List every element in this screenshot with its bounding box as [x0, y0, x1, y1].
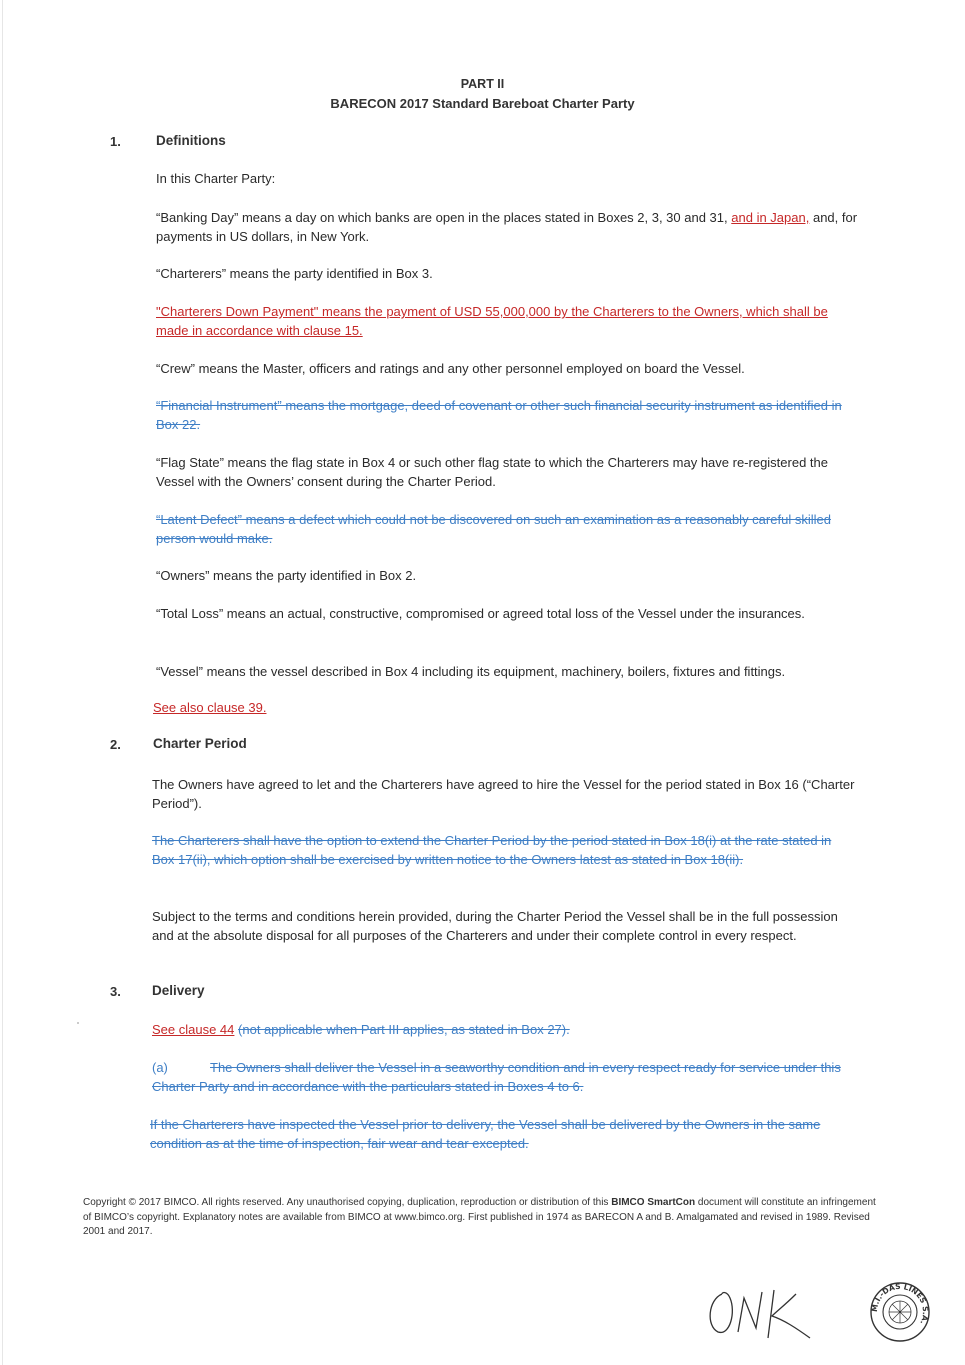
delivery-inspection-deleted: If the Charterers have inspected the Vessel prior to delivery, the Vessel shall be delivered by the Owners in the same condition as at the time of inspection, fair wear and tear excepted.: [150, 1117, 821, 1151]
section-3-number: 3.: [110, 984, 121, 999]
copyright-footer: [83, 1196, 883, 1240]
section-3-title: Delivery: [152, 983, 205, 998]
definition-crew: “Crew” means the Master, officers and ratings and any other personnel employed on board the Vessel.: [156, 361, 745, 376]
definition-latent-defect-deleted: “Latent Defect” means a defect which could not be discovered on such an examination as a reasonably careful skilled person would make.: [156, 512, 831, 546]
definition-total-loss: “Total Loss” means an actual, constructive, compromised or agreed total loss of the Vessel under the insurances.: [156, 606, 805, 621]
part-iii-note-deleted: (not applicable when Part III applies, as stated in Box 27).: [238, 1022, 570, 1037]
definition-down-payment-insertion: "Charterers Down Payment" means the payment of USD 55,000,000 by the Charterers to the Owners, which shall be made in accordance with clause 15.: [156, 304, 828, 338]
part-heading: PART II: [460, 77, 505, 91]
section-1-number: 1.: [110, 134, 121, 149]
definitions-intro: In this Charter Party:: [156, 171, 276, 186]
copyright-text-end: document will constitute an infringement of BIMCO’s copyright. Explanatory notes are available from BIMCO at www.bimco.org. First published in 1974 as BARECON A and B. Amalgamated and revised in 1989. Revised 2001 and 2017.: [83, 1197, 876, 1237]
delivery-reference: [152, 1021, 857, 1040]
section-2-number: 2.: [110, 737, 121, 752]
delivery-clause-a-deleted: [152, 1059, 857, 1096]
charter-period-paragraph: The Owners have agreed to let and the Charterers have agreed to hire the Vessel for the period stated in Box 16 (“Charter Period”).: [152, 777, 855, 811]
clause-a-text: The Owners shall deliver the Vessel in a seaworthy condition and in every respect ready for service under this Charter Party and in accordance with the particulars stated in Boxes 4 to 6.: [152, 1060, 841, 1094]
section-2-title: Charter Period: [153, 736, 247, 751]
document-title: BARECON 2017 Standard Bareboat Charter Party: [330, 96, 635, 111]
charter-period-option-deleted: The Charterers shall have the option to extend the Charter Period by the period stated in Box 18(i) at the rate stated in Box 17(ii), which option shall be exercised by written notice to the Owners latest as stated in Box 18(ii).: [152, 833, 832, 867]
handwritten-initials-signature: [700, 1282, 820, 1342]
definition-banking-day: [156, 209, 861, 246]
stamp-ring-text: M.I.-DAS LINES S.A.: [869, 1281, 931, 1327]
see-clause-44-insertion: See clause 44: [152, 1022, 235, 1037]
smartcon-label: BIMCO SmartCon: [611, 1197, 696, 1208]
banking-day-text: “Banking Day” means a day on which banks are open in the places stated in Boxes 2, 3, 30 and 31,: [156, 210, 728, 225]
definition-flag-state: “Flag State” means the flag state in Box 4 or such other flag state to which the Charterers may have re-registered the Vessel with the Owners’ consent during the Charter Period.: [156, 455, 829, 489]
clause-a-label: (a): [152, 1060, 168, 1075]
definition-financial-instrument-deleted: “Financial Instrument” means the mortgage, deed of covenant or other such financial security instrument as identified in Box 22.: [156, 398, 842, 432]
definition-owners: “Owners” means the party identified in Box 2.: [156, 568, 417, 583]
charter-period-possession-paragraph: Subject to the terms and conditions herein provided, during the Charter Period the Vessel shall be in the full possession and at the absolute disposal for all purposes of the Charterers and under their complete control in every respect.: [152, 909, 838, 943]
page-edge-line: [2, 0, 3, 1365]
definition-charterers: “Charterers” means the party identified in Box 3.: [156, 266, 433, 281]
company-stamp: [868, 1280, 932, 1344]
banking-day-insertion: and in Japan,: [731, 210, 810, 225]
see-also-clause-insertion: See also clause 39.: [153, 700, 267, 715]
section-1-title: Definitions: [156, 133, 226, 148]
copyright-text-start: Copyright © 2017 BIMCO. All rights reserved. Any unauthorised copying, duplication, reproduction or distribution of this: [83, 1197, 609, 1208]
banking-day-continuation: and, for payments in US dollars, in New York.: [156, 210, 858, 244]
scan-speck: [77, 1022, 79, 1024]
definition-vessel: “Vessel” means the vessel described in Box 4 including its equipment, machinery, boilers, fixtures and fittings.: [156, 664, 786, 679]
